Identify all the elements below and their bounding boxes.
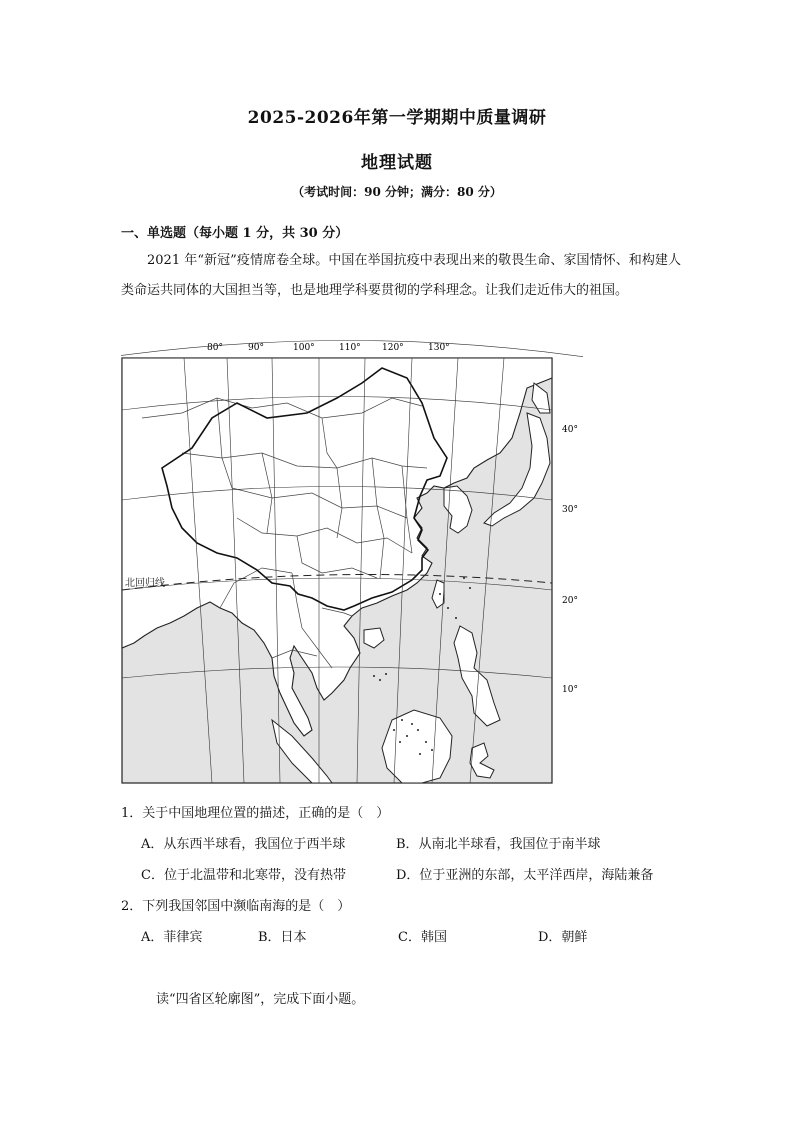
- question-2-option-c[interactable]: C．韩国: [398, 930, 447, 945]
- lat-label-20: 20°: [562, 596, 578, 606]
- question-2-option-b[interactable]: B．日本: [258, 930, 307, 945]
- lon-label-100: 100°: [293, 343, 315, 353]
- question-1-option-b[interactable]: B．从南北半球看，我国位于南半球: [396, 837, 601, 852]
- question-2-option-a[interactable]: A．菲律宾: [141, 930, 203, 945]
- tropic-label: 北回归线: [125, 578, 165, 589]
- exam-info: （考试时间：90 分钟；满分：80 分）: [292, 185, 502, 199]
- section-heading: 一、单选题（每小题 1 分，共 30 分）: [121, 226, 349, 241]
- intro-paragraph: 2021 年“新冠”疫情席卷全球。中国在举国抗疫中表现出来的敬畏生命、家国情怀、和构建人类命运共同体的大国担当等，也是地理学科要贯彻的学科理念。让我们走近伟大的祖国。: [121, 253, 681, 298]
- china-map: [121, 340, 583, 786]
- lon-label-80: 80°: [207, 343, 223, 353]
- borneo: [382, 710, 452, 783]
- china-map-figure: [121, 340, 583, 786]
- question-1-option-a[interactable]: A．从东西半球看，我国位于西半球: [141, 837, 346, 852]
- lon-label-120: 120°: [382, 343, 404, 353]
- lon-label-110: 110°: [339, 343, 361, 353]
- lat-label-40: 40°: [562, 425, 578, 435]
- lon-label-90: 90°: [248, 343, 264, 353]
- question-2-stem: 2．下列我国邻国中濒临南海的是（ ）: [121, 899, 351, 914]
- page-title: 2025-2026年第一学期期中质量调研: [247, 108, 547, 128]
- lat-label-10: 10°: [562, 685, 578, 695]
- page-subtitle: 地理试题: [361, 153, 433, 173]
- lon-label-130: 130°: [428, 343, 450, 353]
- question-1-option-d[interactable]: D．位于亚洲的东部，太平洋西岸，海陆兼备: [396, 868, 654, 883]
- next-intro-text: 读“四省区轮廓图”，完成下面小题。: [156, 992, 365, 1007]
- lat-label-30: 30°: [562, 505, 578, 515]
- question-2-option-d[interactable]: D．朝鲜: [538, 930, 588, 945]
- question-1-option-c[interactable]: C．位于北温带和北寒带，没有热带: [141, 868, 346, 883]
- question-1-stem: 1．关于中国地理位置的描述，正确的是（ ）: [121, 806, 390, 821]
